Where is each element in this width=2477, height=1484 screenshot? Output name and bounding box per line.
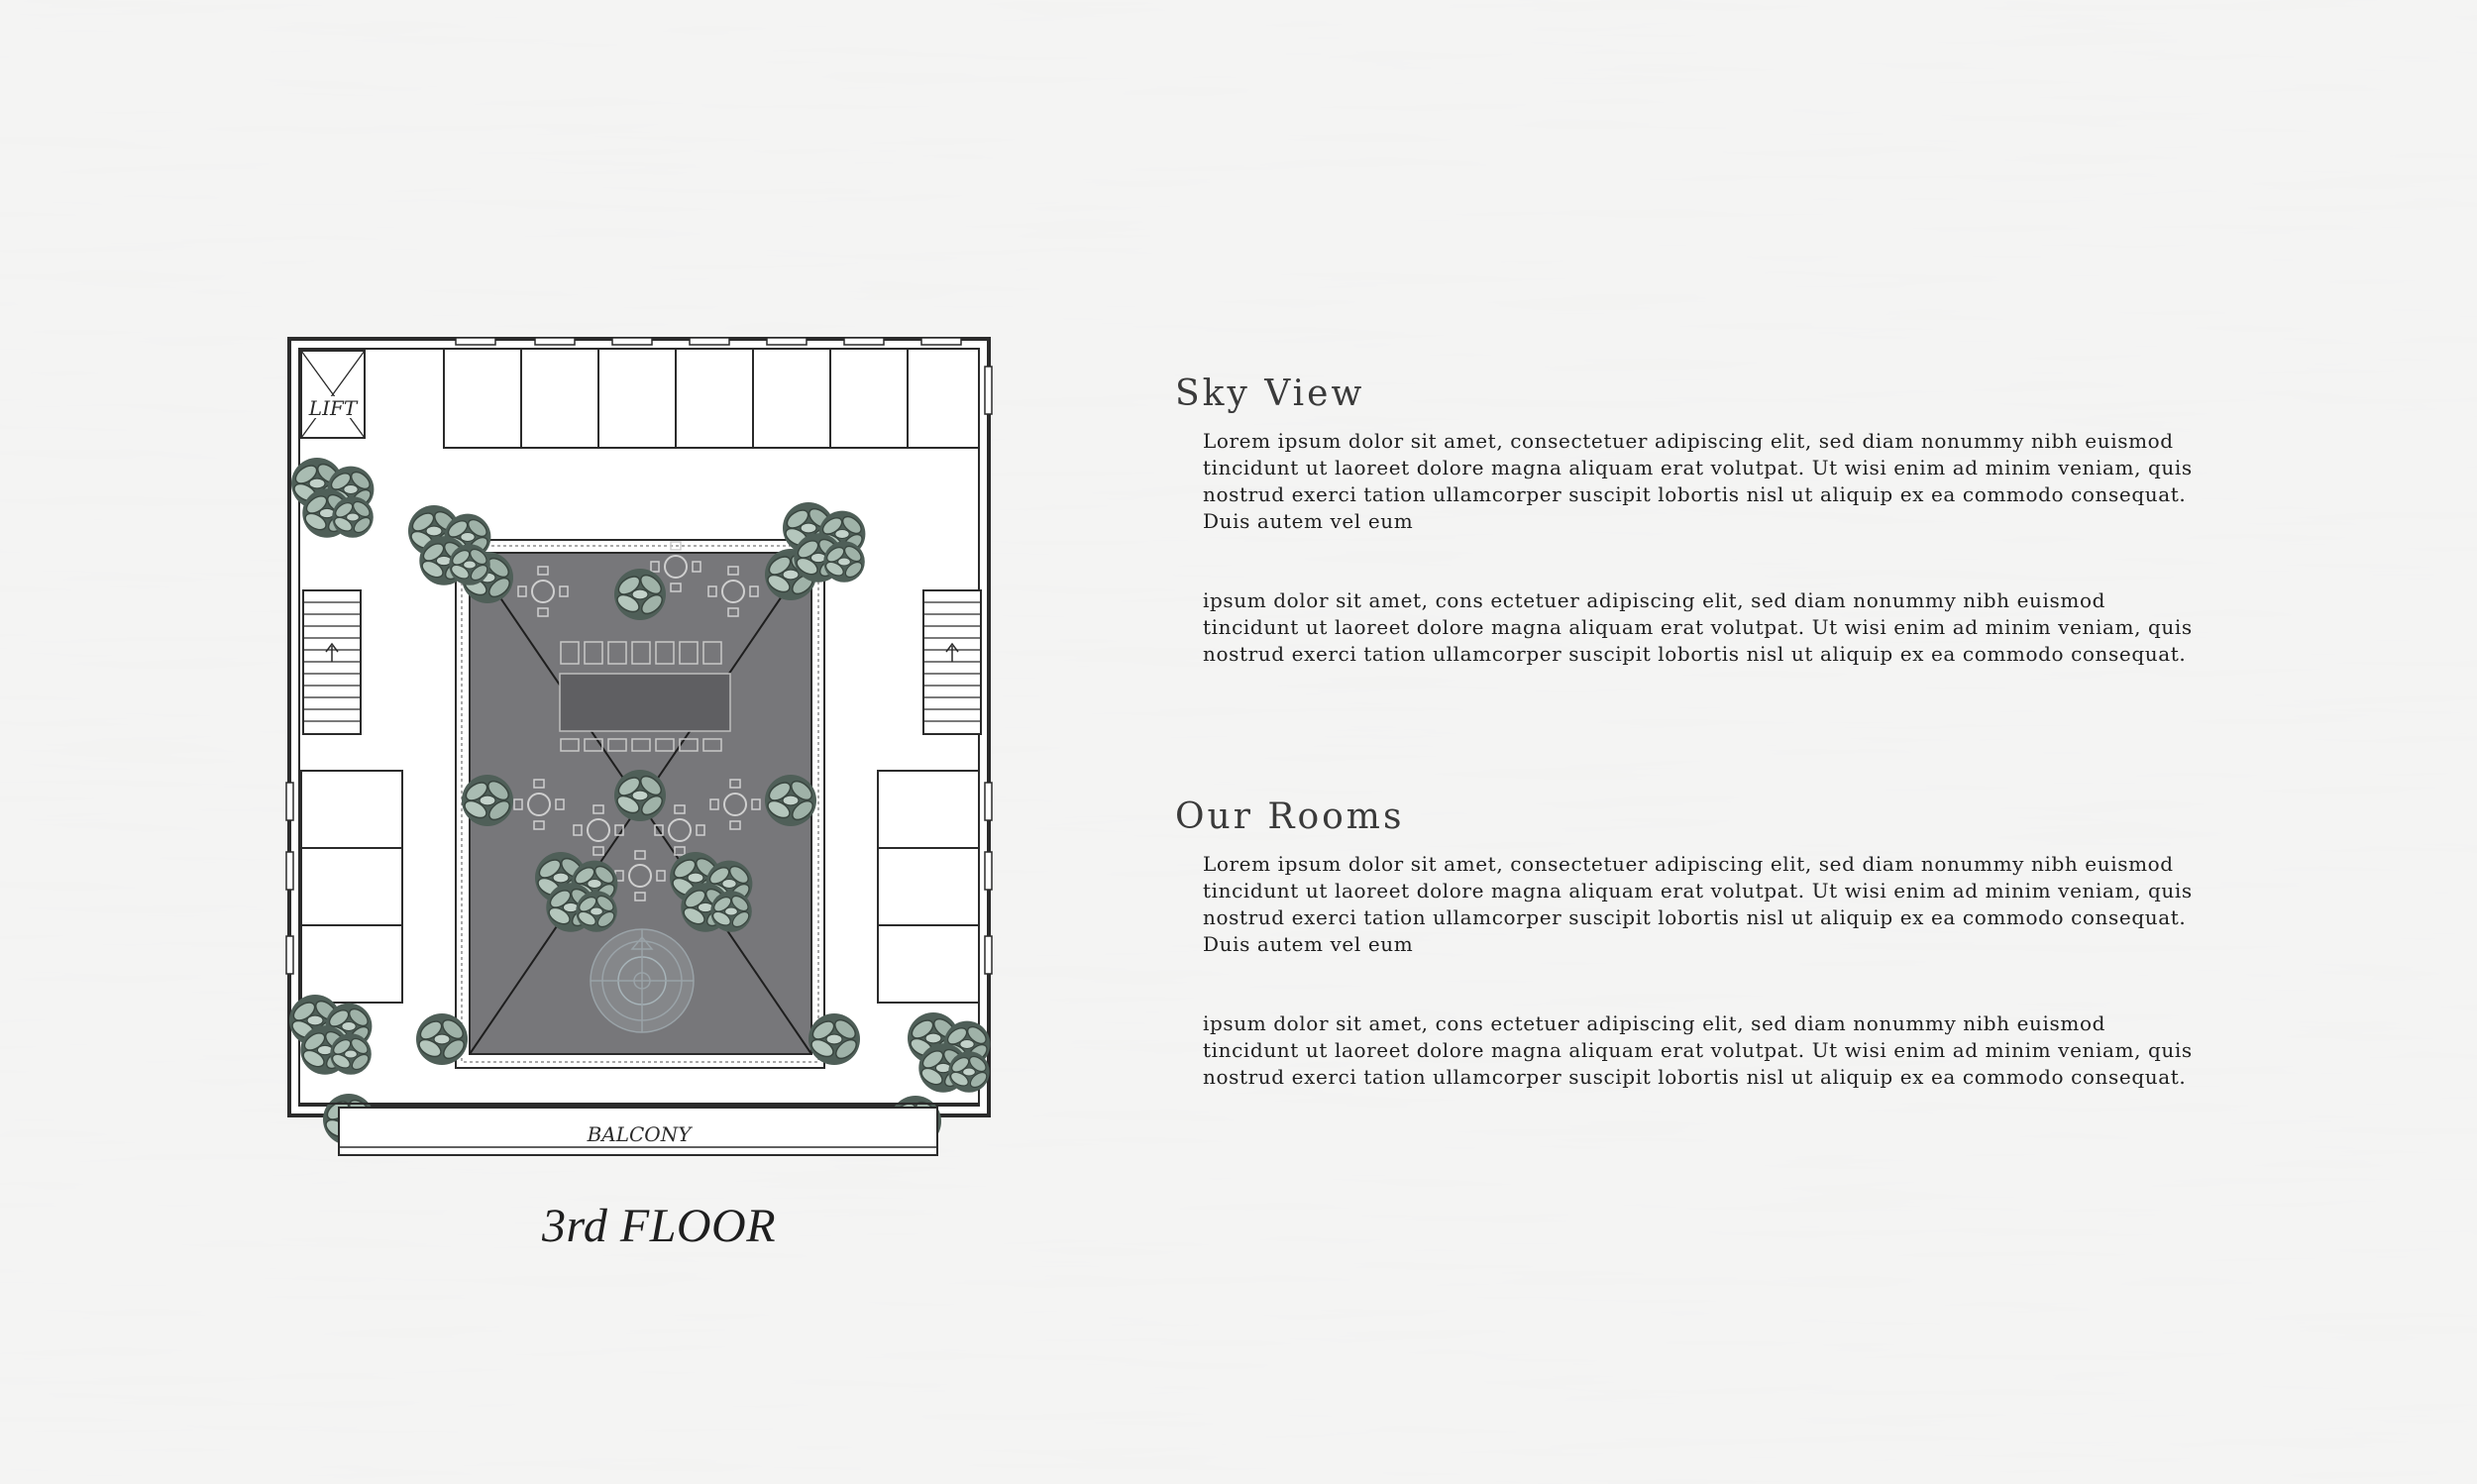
balcony-label: BALCONY (587, 1122, 692, 1146)
section-title: Our Rooms (1175, 796, 1405, 837)
section-paragraph: Lorem ipsum dolor sit amet, consectetuer adipiscing elit, sed diam nonummy nibh euismod tincidunt ut laoreet dolore magna aliquam erat volutpat. Ut wisi enim ad minim veniam, quis nostrud exerci tation ullamcorper suscipit lobortis nisl ut aliquip ex ea commodo consequat. Duis autem vel eum (1203, 851, 2193, 956)
floor-title: 3rd FLOOR (541, 1200, 777, 1252)
top-rooms (444, 349, 979, 448)
plant (416, 1013, 468, 1065)
lift-label: LIFT (308, 396, 358, 420)
section-sky-view (1175, 374, 2215, 668)
atrium-void (456, 540, 824, 1068)
fountain (591, 929, 694, 1032)
plant (808, 1013, 860, 1065)
section-our-rooms (1175, 797, 2215, 1091)
section-paragraph: ipsum dolor sit amet, cons ectetuer adipiscing elit, sed diam nonummy nibh euismod tincidunt ut laoreet dolore magna aliquam erat volutpat. Ut wisi enim ad minim veniam, quis nostrud exerci tation ullamcorper suscipit lobortis nisl ut aliquip ex ea commodo consequat. (1203, 587, 2193, 666)
right-rooms (878, 771, 979, 1003)
stairs-left (303, 590, 361, 734)
section-title: Sky View (1175, 373, 1365, 414)
section-paragraph: ipsum dolor sit amet, cons ectetuer adipiscing elit, sed diam nonummy nibh euismod tincidunt ut laoreet dolore magna aliquam erat volutpat. Ut wisi enim ad minim veniam, quis nostrud exerci tation ullamcorper suscipit lobortis nisl ut aliquip ex ea commodo consequat. (1203, 1010, 2193, 1089)
balcony (299, 1104, 979, 1155)
lift-shaft (301, 351, 365, 438)
section-paragraph: Lorem ipsum dolor sit amet, consectetuer adipiscing elit, sed diam nonummy nibh euismod tincidunt ut laoreet dolore magna aliquam erat volutpat. Ut wisi enim ad minim veniam, quis nostrud exerci tation ullamcorper suscipit lobortis nisl ut aliquip ex ea commodo consequat. Duis autem vel eum (1203, 428, 2193, 533)
stairs-right (923, 590, 981, 734)
left-rooms (301, 771, 402, 1003)
